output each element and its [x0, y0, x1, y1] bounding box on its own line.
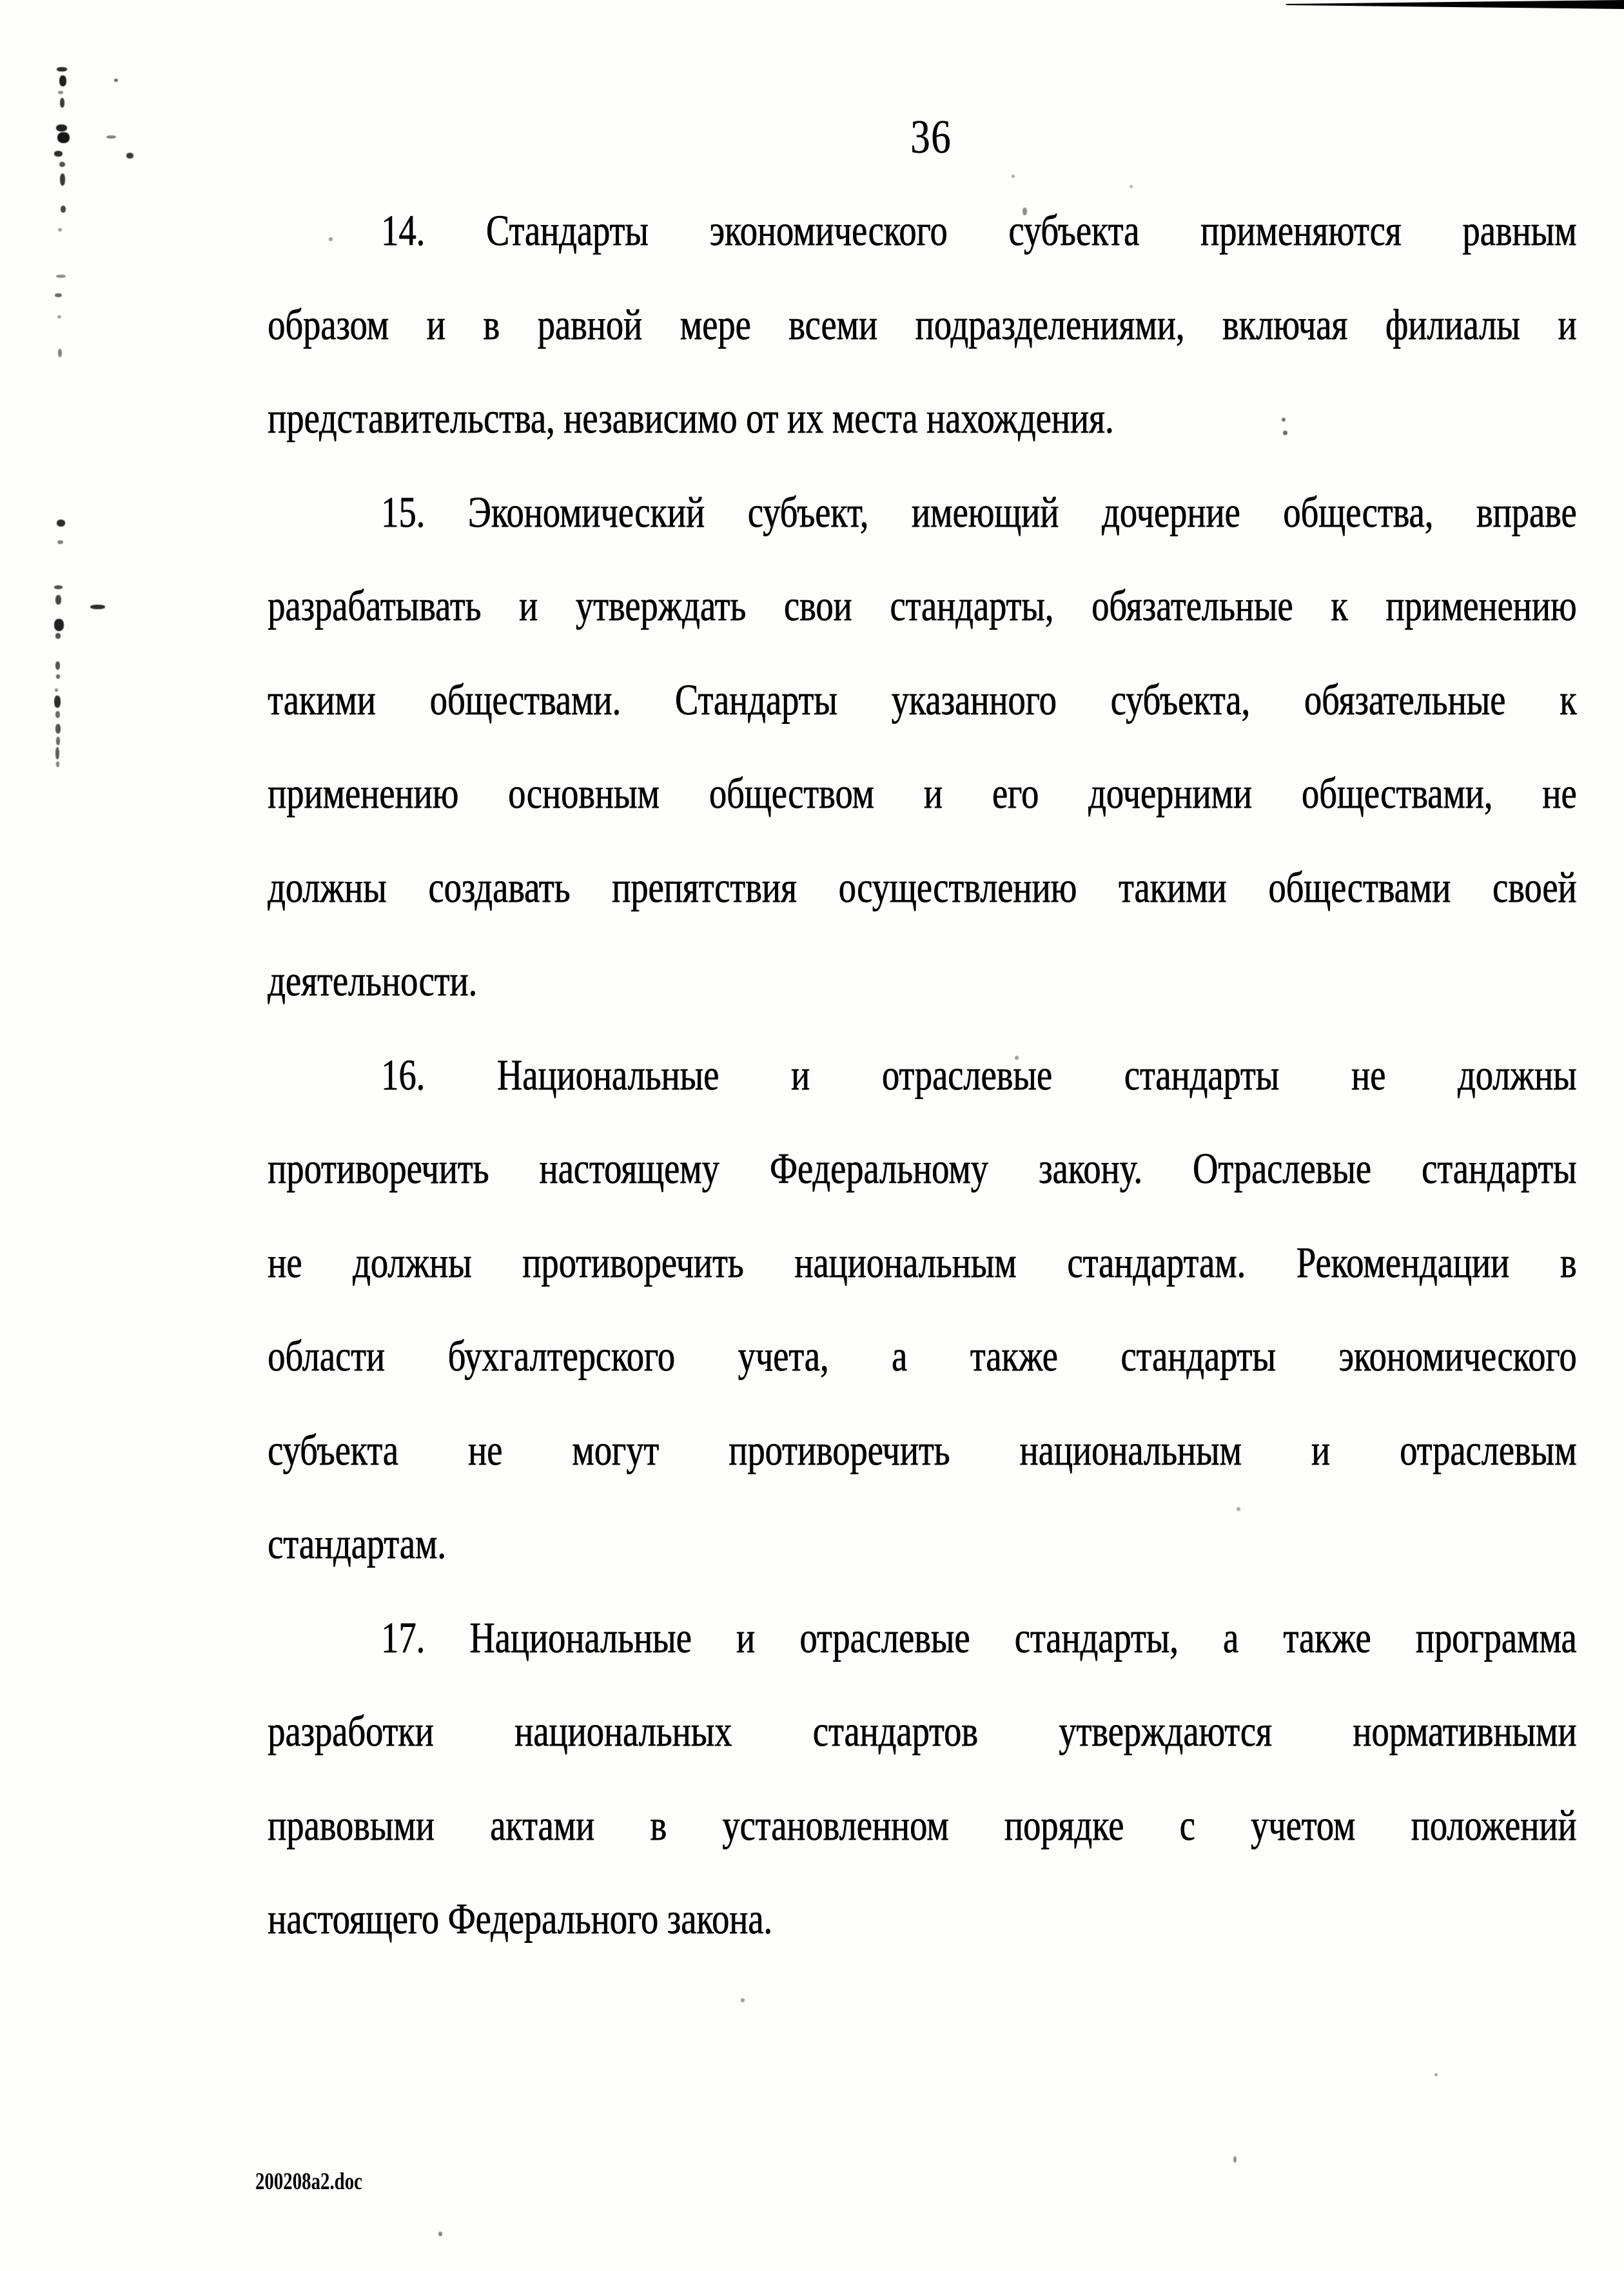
text-line: должны создавать препятствия осуществлению такими обществами своей [268, 862, 1577, 911]
footer-filename: 200208a2.doc [255, 2169, 362, 2195]
scan-speck [55, 747, 59, 759]
text-line: настоящего Федерального закона. [268, 1894, 772, 1943]
scan-speck [1022, 208, 1027, 215]
scan-speck [57, 67, 67, 72]
scan-speck [58, 349, 62, 357]
text-line: 17. Национальные и отраслевые стандарты, а также программа [381, 1612, 1577, 1662]
text-line: разработки национальных стандартов утверждаются нормативными [268, 1706, 1577, 1755]
page-number: 36 [910, 111, 952, 164]
text-line: субъекта не могут противоречить национальным и отраслевым [268, 1425, 1577, 1474]
scan-speck [57, 520, 65, 527]
scan-speck [55, 661, 60, 670]
scan-speck [59, 162, 65, 167]
scan-speck [57, 132, 70, 143]
scan-speck [54, 619, 64, 631]
scan-speck [56, 674, 60, 679]
scan-speck [61, 206, 66, 213]
scan-speck [55, 724, 61, 734]
text-line: 14. Стандарты экономического субъекта применяются равным [381, 206, 1577, 255]
text-line: такими обществами. Стандарты указанного субъекта, обязательные к [268, 674, 1577, 724]
text-line: разрабатывать и утверждать свои стандарты, обязательные к применению [268, 581, 1577, 630]
text-line: правовыми актами в установленном порядке с учетом положений [268, 1800, 1577, 1849]
scan-speck [58, 91, 63, 94]
scan-speck [1015, 1056, 1019, 1060]
scan-speck [55, 595, 61, 605]
scan-speck [54, 585, 63, 589]
scan-speck [1237, 1507, 1240, 1511]
text-line: стандартам. [268, 1519, 446, 1568]
scan-speck [1012, 175, 1015, 178]
text-line: 16. Национальные и отраслевые стандарты не должны [381, 1049, 1577, 1099]
scan-speck [60, 98, 64, 108]
scan-speck [58, 228, 62, 231]
scan-speck [55, 293, 62, 297]
scan-speck [1282, 418, 1286, 422]
scan-speck [741, 1998, 745, 2002]
text-line: противоречить настоящему Федеральному закону. Отраслевые стандарты [268, 1144, 1577, 1193]
scan-speck [56, 737, 60, 745]
text-line: области бухгалтерского учета, а также стандарты экономического [268, 1331, 1577, 1380]
scan-speck [126, 153, 133, 159]
scan-speck [1434, 2073, 1438, 2076]
scan-speck [60, 173, 65, 186]
scan-speck [1233, 2156, 1237, 2163]
text-line: образом и в равной мере всеми подразделениями, включая филиалы и [268, 299, 1577, 349]
scan-speck [1283, 431, 1287, 435]
text-line: представительства, независимо от их места нахождения. [268, 393, 1114, 442]
text-line: деятельности. [268, 956, 478, 1005]
scan-speck [56, 275, 66, 278]
scan-speck [59, 75, 66, 86]
text-line: 15. Экономический субъект, имеющий дочерние общества, вправе [381, 487, 1577, 536]
scan-speck [55, 633, 61, 639]
scan-speck [54, 151, 63, 157]
scan-speck [106, 135, 116, 139]
text-line: применению основным обществом и его дочерними обществами, не [268, 768, 1577, 817]
scan-speck [57, 315, 61, 318]
scan-speck [438, 2232, 442, 2236]
scan-speck [1130, 185, 1133, 188]
scan-speck [57, 540, 63, 544]
scan-speck [90, 605, 105, 609]
scan-speck [114, 79, 118, 82]
scan-speck [54, 696, 61, 708]
scan-edge-line [1286, 0, 1624, 10]
scan-speck [55, 711, 60, 718]
text-line: не должны противоречить национальным стандартам. Рекомендации в [268, 1237, 1577, 1287]
scan-speck [56, 761, 59, 767]
scan-speck [55, 688, 58, 692]
scan-speck [56, 124, 67, 132]
scan-speck [329, 237, 333, 241]
